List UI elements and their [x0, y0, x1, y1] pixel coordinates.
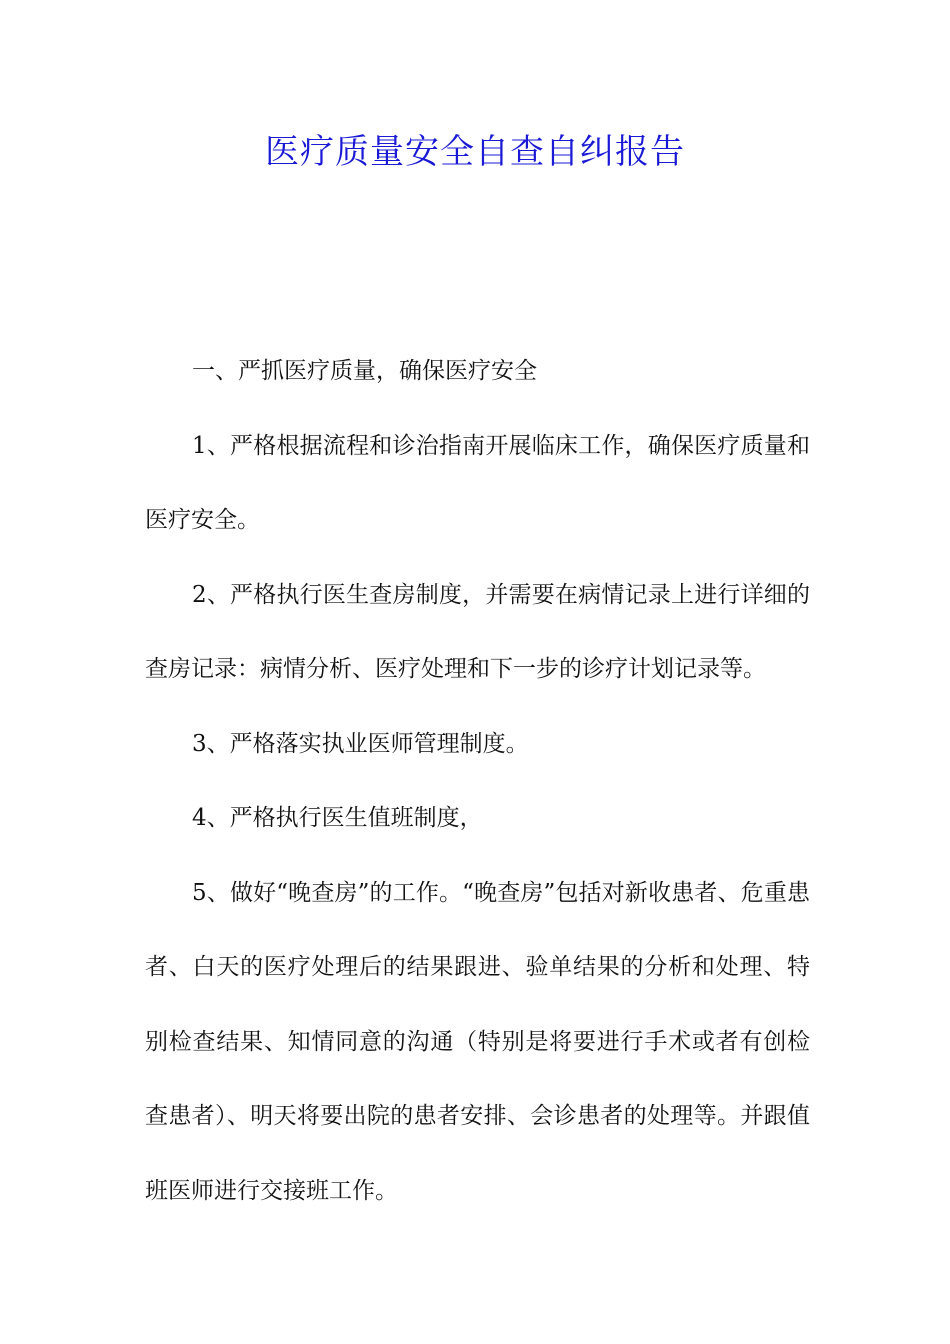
paragraph-item-1: 1、严格根据流程和诊治指南开展临床工作，确保医疗质量和医疗安全。	[145, 432, 810, 533]
document-title: 医疗质量安全自查自纠报告	[265, 132, 685, 172]
paragraph-item-5: 5、做好“晚查房”的工作。“晚查房”包括对新收患者、危重患者、白天的医疗处理后的结果跟进、验单结果的分析和处理、特别检查结果、知情同意的沟通（特别是将要进行手术或者有创检查患者）、明天将要出院的患者安排、会诊患者的处理等。并跟值班医师进行交接班工作。	[145, 879, 810, 1204]
paragraph-item-2: 2、严格执行医生查房制度，并需要在病情记录上进行详细的查房记录：病情分析、医疗处理和下一步的诊疗计划记录等。	[145, 581, 810, 682]
paragraph-item-4: 4、严格执行医生值班制度，	[192, 805, 483, 831]
document-body	[145, 334, 810, 1228]
section-heading-1: 一、严抓医疗质量，确保医疗安全	[192, 358, 537, 384]
paragraph-item-3: 3、严格落实执业医师管理制度。	[192, 730, 529, 757]
